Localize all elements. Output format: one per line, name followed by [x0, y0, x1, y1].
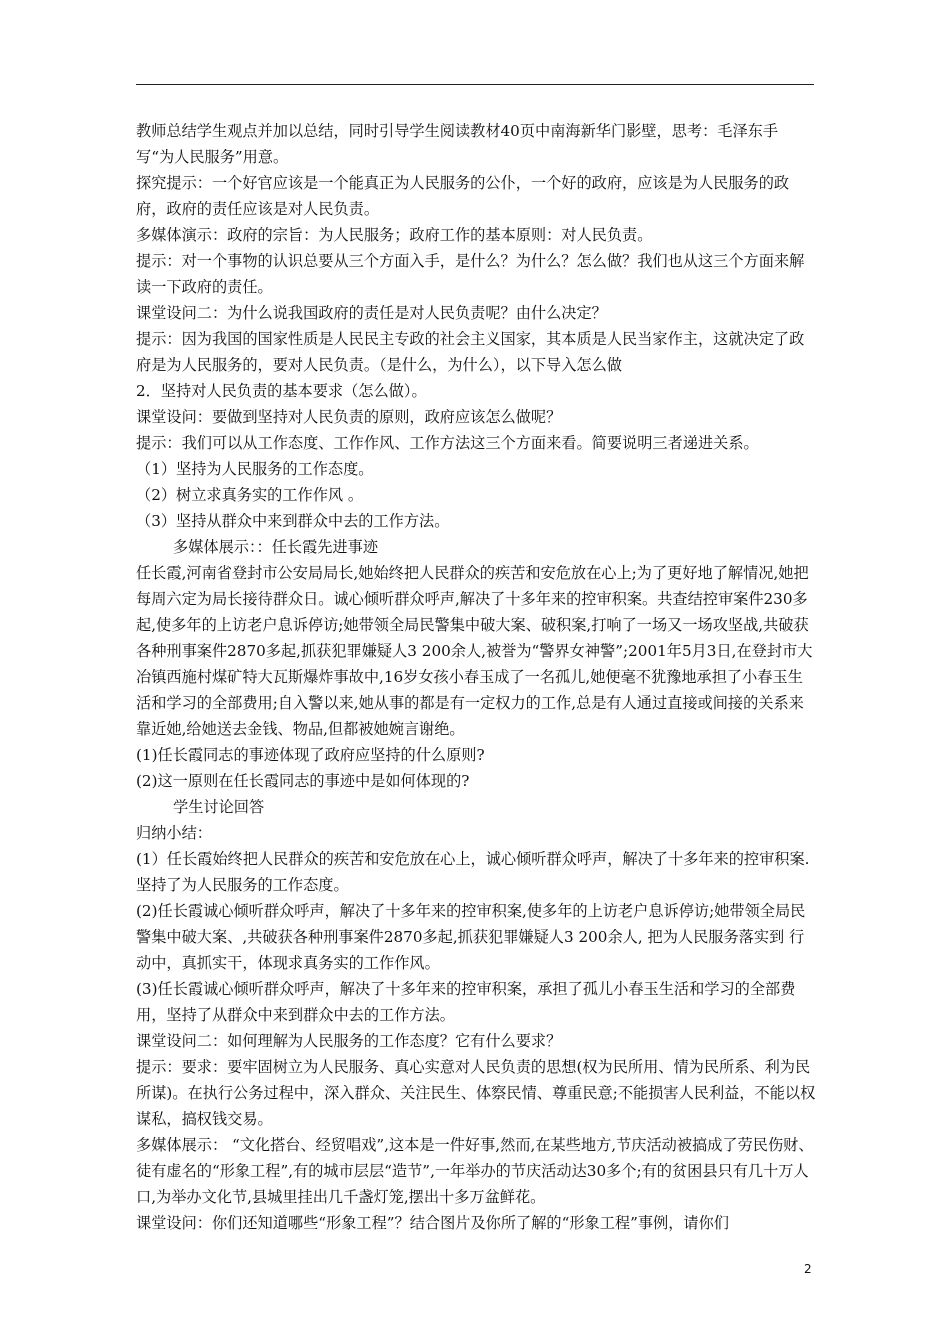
paragraph: 多媒体展示：：任长霞先进事迹 — [173, 538, 379, 556]
paragraph: 提示：我们可以从工作态度、工作作风、工作方法这三个方面来看。简要说明三者递进关系。 — [136, 434, 759, 452]
paragraph: 提示：对一个事物的认识总要从三个方面入手，是什么？为什么？怎么做？我们也从这三个方面来解读一下政府的责任。 — [136, 252, 805, 296]
section-heading: 2．坚持对人民负责的基本要求（怎么做）。 — [136, 382, 427, 400]
paragraph: 多媒体演示：政府的宗旨：为人民服务；政府工作的基本原则：对人民负责。 — [136, 226, 653, 244]
list-item: (2)这一原则在任长霞同志的事迹中是如何体现的? — [136, 772, 470, 790]
page-number: 2 — [804, 1262, 812, 1276]
paragraph: 提示：要求：要牢固树立为人民服务、真心实意对人民负责的思想(权为民所用、情为民所系、利为民所谋)。在执行公务过程中，深入群众、关注民生、体察民情、尊重民意;不能损害人民利益，不能以权谋私，搞权钱交易。 — [136, 1058, 816, 1128]
paragraph: 探究提示：一个好官应该是一个能真正为人民服务的公仆，一个好的政府，应该是为人民服务的政府，政府的责任应该是对人民负责。 — [136, 174, 790, 218]
paragraph: 任长霞,河南省登封市公安局局长,她始终把人民群众的疾苦和安危放在心上;为了更好地了解情况,她把每周六定为局长接待群众日。诚心倾听群众呼声,解决了十多年来的控审积案。共查结控审案件230多起,使多年的上访老户息诉停访;她带领全局民警集中破大案、破积案,打响了一场又一场攻坚战,共破获各种刑事案件2870多起,抓获犯罪嫌疑人3 200余人,被誉为“警界女神警”;2001年5月3日,在登封市大冶镇西施村煤矿特大瓦斯爆炸事故中,16岁女孩小春玉成了一名孤儿,她便毫不犹豫地承担了小春玉生活和学习的全部费用;自入警以来,她从事的都是有一定权力的工作,总是有人通过直接或间接的关系来靠近她,给她送去金钱、物品,但都被她婉言谢绝。 — [136, 564, 813, 738]
list-item: （1）坚持为人民服务的工作态度。 — [136, 460, 374, 478]
list-item: （3）坚持从群众中来到群众中去的工作方法。 — [136, 512, 450, 530]
list-item: (3)任长霞诚心倾听群众呼声，解决了十多年来的控审积案，承担了孤儿小春玉生活和学习的全部费用，坚持了从群众中来到群众中去的工作方法。 — [136, 980, 796, 1024]
paragraph: 多媒体展示： “文化搭台、经贸唱戏”,这本是一件好事,然而,在某些地方,节庆活动被搞成了劳民伤财、徒有虚名的“形象工程”,有的城市层层“造节”,一年举办的节庆活动达30多个;有的贫困县只有几十万人口,为举办文化节,县城里挂出几千盏灯笼,摆出十多万盆鲜花。 — [136, 1136, 814, 1206]
paragraph: 学生讨论回答 — [173, 798, 265, 816]
paragraph: 课堂设问二：为什么说我国政府的责任是对人民负责呢？由什么决定？ — [136, 304, 607, 322]
paragraph: 课堂设问：你们还知道哪些“形象工程”？结合图片及你所了解的“形象工程”事例，请你们 — [136, 1214, 729, 1232]
paragraph: 归纳小结： — [136, 824, 212, 842]
paragraph: 课堂设问二：如何理解为人民服务的工作态度？它有什么要求？ — [136, 1032, 562, 1050]
document-body — [136, 118, 816, 1236]
paragraph: 课堂设问：要做到坚持对人民负责的原则，政府应该怎么做呢？ — [136, 408, 562, 426]
list-item: (1)任长霞同志的事迹体现了政府应坚持的什么原则? — [136, 746, 485, 764]
header-rule — [136, 84, 814, 85]
list-item: （2）树立求真务实的工作作风 。 — [136, 486, 364, 504]
paragraph: 教师总结学生观点并加以总结，同时引导学生阅读教材40页中南海新华门影壁，思考：毛泽东手写“为人民服务”用意。 — [136, 122, 779, 166]
list-item: (2)任长霞诚心倾听群众呼声，解决了十多年来的控审积案,使多年的上访老户息诉停访;她带领全局民警集中破大案、,共破获各种刑事案件2870多起,抓获犯罪嫌疑人3 200余人, 把为人民服务落实到 行动中，真抓实干，体现求真务实的工作作风。 — [136, 902, 806, 972]
list-item: (1）任长霞始终把人民群众的疾苦和安危放在心上，诚心倾听群众呼声，解决了十多年来的控审积案.坚持了为人民服务的工作态度。 — [136, 850, 810, 894]
paragraph: 提示：因为我国的国家性质是人民民主专政的社会主义国家，其本质是人民当家作主，这就决定了政府是为人民服务的，要对人民负责。（是什么，为什么），以下导入怎么做 — [136, 330, 805, 374]
